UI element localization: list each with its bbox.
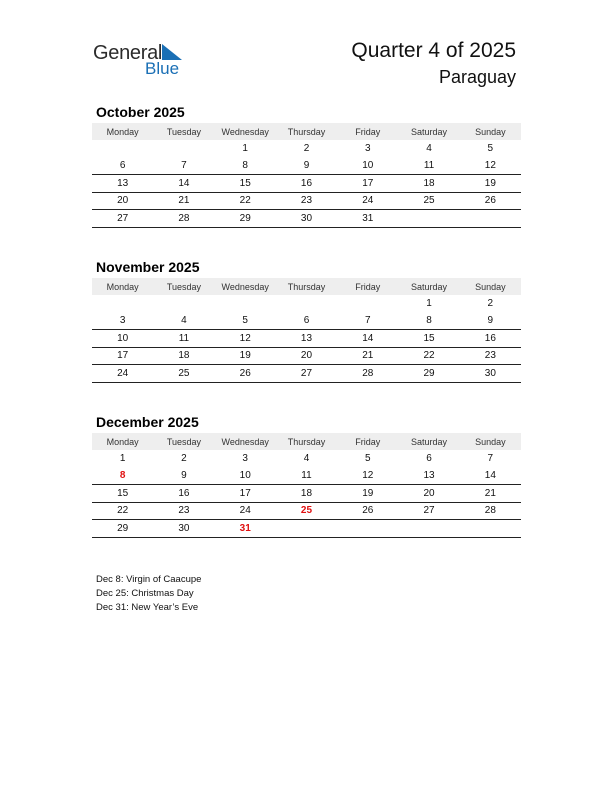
week-row xyxy=(92,468,521,486)
day-cell: 1 xyxy=(119,453,126,465)
day-cell: 14 xyxy=(178,177,190,189)
day-cell: 3 xyxy=(119,315,126,327)
day-cell: 9 xyxy=(181,470,187,482)
day-cell: 28 xyxy=(484,505,496,517)
day-cell: 14 xyxy=(484,470,496,482)
day-cell: 21 xyxy=(362,350,374,362)
day-cell: 26 xyxy=(362,505,374,517)
day-cell: 11 xyxy=(301,470,312,482)
week-row xyxy=(92,503,521,521)
day-cell: 27 xyxy=(117,212,129,224)
day-cell: 24 xyxy=(239,505,251,517)
weekday-label: Saturday xyxy=(411,281,448,292)
holiday-day-cell: 8 xyxy=(119,470,126,482)
day-cell: 23 xyxy=(484,350,496,362)
week-row xyxy=(92,313,521,331)
day-cell: 4 xyxy=(181,315,187,327)
day-cell: 21 xyxy=(178,195,190,207)
weekday-label: Thursday xyxy=(287,281,326,292)
day-cell: 13 xyxy=(423,470,435,482)
country-name: Paraguay xyxy=(438,67,516,87)
logo-word-blue: Blue xyxy=(145,59,180,78)
day-cell: 23 xyxy=(178,505,190,517)
week-row xyxy=(92,175,521,193)
day-cell: 16 xyxy=(484,332,496,344)
weekday-label: Wednesday xyxy=(221,436,269,447)
day-cell: 20 xyxy=(423,487,435,499)
day-cell: 28 xyxy=(178,212,190,224)
day-cell: 24 xyxy=(362,195,374,207)
week-row xyxy=(92,485,521,503)
day-cell: 5 xyxy=(242,315,248,327)
day-cell: 19 xyxy=(484,177,496,189)
week-row xyxy=(92,140,521,158)
day-cell: 17 xyxy=(362,177,374,189)
day-cell: 6 xyxy=(303,315,310,327)
day-cell: 25 xyxy=(423,195,435,207)
holiday-day-cell: 31 xyxy=(239,522,251,534)
weekday-header-row xyxy=(92,123,521,140)
month-title: October 2025 xyxy=(96,104,185,120)
day-cell: 17 xyxy=(117,350,129,362)
day-cell: 19 xyxy=(239,350,251,362)
holiday-notes xyxy=(96,573,201,615)
day-cell: 29 xyxy=(423,367,435,379)
week-row xyxy=(92,330,521,348)
day-cell: 4 xyxy=(303,453,310,465)
weekday-label: Saturday xyxy=(411,126,448,137)
page-title: Quarter 4 of 2025 xyxy=(351,39,516,62)
weekday-label: Monday xyxy=(106,281,139,292)
weekday-header-row xyxy=(92,433,521,450)
day-cell: 12 xyxy=(239,332,251,344)
day-cell: 16 xyxy=(178,487,190,499)
month-october xyxy=(92,103,521,228)
day-cell: 27 xyxy=(300,367,313,379)
week-row xyxy=(92,450,521,468)
day-cell: 20 xyxy=(300,350,313,362)
month-title: November 2025 xyxy=(96,259,200,275)
day-cell: 11 xyxy=(178,332,190,344)
day-cell: 5 xyxy=(487,143,494,155)
day-cell: 9 xyxy=(303,160,310,172)
weekday-label: Thursday xyxy=(287,436,326,447)
day-cell: 18 xyxy=(423,177,435,189)
day-cell: 18 xyxy=(178,350,190,362)
day-cell: 15 xyxy=(239,177,251,189)
logo-word-general: General xyxy=(93,42,163,64)
day-cell: 2 xyxy=(303,143,310,155)
day-cell: 11 xyxy=(423,160,435,172)
week-row xyxy=(92,193,521,211)
day-cell: 6 xyxy=(426,453,432,465)
day-cell: 6 xyxy=(119,160,126,172)
day-cell: 10 xyxy=(117,332,129,344)
day-cell: 15 xyxy=(423,332,435,344)
day-cell: 8 xyxy=(242,160,248,172)
day-cell: 7 xyxy=(487,453,494,465)
day-cell: 5 xyxy=(364,453,371,465)
week-row xyxy=(92,295,521,313)
day-cell: 12 xyxy=(362,470,374,482)
day-cell: 26 xyxy=(239,367,251,379)
weekday-label: Sunday xyxy=(475,436,506,447)
day-cell: 1 xyxy=(242,143,248,155)
week-row xyxy=(92,210,521,228)
day-cell: 19 xyxy=(362,487,374,499)
holiday-note: Dec 25: Christmas Day xyxy=(96,588,194,599)
day-cell: 3 xyxy=(364,143,371,155)
month-title: December 2025 xyxy=(96,414,199,430)
day-cell: 20 xyxy=(117,195,129,207)
day-cell: 29 xyxy=(239,212,251,224)
logo-triangle-icon xyxy=(162,44,182,60)
day-cell: 17 xyxy=(239,487,251,499)
day-cell: 23 xyxy=(300,195,313,207)
day-cell: 25 xyxy=(178,367,190,379)
day-cell: 4 xyxy=(426,143,432,155)
day-cell: 28 xyxy=(362,367,374,379)
weekday-label: Tuesday xyxy=(166,436,202,447)
day-cell: 22 xyxy=(423,350,435,362)
day-cell: 30 xyxy=(484,367,496,379)
weekday-label: Sunday xyxy=(475,126,506,137)
day-cell: 12 xyxy=(484,160,496,172)
day-cell: 10 xyxy=(362,160,374,172)
day-cell: 14 xyxy=(362,332,374,344)
weekday-label: Monday xyxy=(106,436,139,447)
weekday-label: Tuesday xyxy=(166,281,202,292)
holiday-note: Dec 31: New Year’s Eve xyxy=(96,602,199,613)
day-cell: 24 xyxy=(117,367,129,379)
weekday-label: Friday xyxy=(355,436,381,447)
weekday-label: Wednesday xyxy=(221,281,269,292)
day-cell: 7 xyxy=(181,160,187,172)
day-cell: 1 xyxy=(426,298,432,310)
week-row xyxy=(92,365,521,383)
day-cell: 2 xyxy=(181,453,187,465)
day-cell: 15 xyxy=(117,487,129,499)
holiday-note: Dec 8: Virgin of Caacupe xyxy=(96,574,202,585)
day-cell: 21 xyxy=(484,487,496,499)
weekday-label: Friday xyxy=(355,126,381,137)
day-cell: 7 xyxy=(364,315,371,327)
day-cell: 3 xyxy=(242,453,248,465)
day-cell: 9 xyxy=(487,315,494,327)
day-cell: 30 xyxy=(300,212,313,224)
day-cell: 8 xyxy=(426,315,432,327)
week-row xyxy=(92,520,521,538)
month-december xyxy=(92,413,521,538)
weekday-label: Monday xyxy=(106,126,139,137)
weekday-label: Friday xyxy=(355,281,381,292)
day-cell: 10 xyxy=(239,470,251,482)
weekday-header-row xyxy=(92,278,521,295)
month-november xyxy=(92,258,521,383)
day-cell: 18 xyxy=(300,487,313,499)
day-cell: 22 xyxy=(239,195,251,207)
week-row xyxy=(92,348,521,366)
weekday-label: Tuesday xyxy=(166,126,202,137)
day-cell: 2 xyxy=(487,298,494,310)
week-row xyxy=(92,158,521,176)
weekday-label: Sunday xyxy=(475,281,506,292)
day-cell: 29 xyxy=(117,522,129,534)
day-cell: 30 xyxy=(178,522,190,534)
generalblue-logo xyxy=(93,40,193,80)
day-cell: 13 xyxy=(117,177,129,189)
weekday-label: Wednesday xyxy=(221,126,269,137)
day-cell: 26 xyxy=(484,195,496,207)
day-cell: 27 xyxy=(423,505,435,517)
day-cell: 13 xyxy=(300,332,313,344)
day-cell: 22 xyxy=(117,505,129,517)
weekday-label: Saturday xyxy=(411,436,448,447)
holiday-day-cell: 25 xyxy=(300,505,313,517)
day-cell: 16 xyxy=(300,177,313,189)
day-cell: 31 xyxy=(362,212,374,224)
weekday-label: Thursday xyxy=(287,126,326,137)
